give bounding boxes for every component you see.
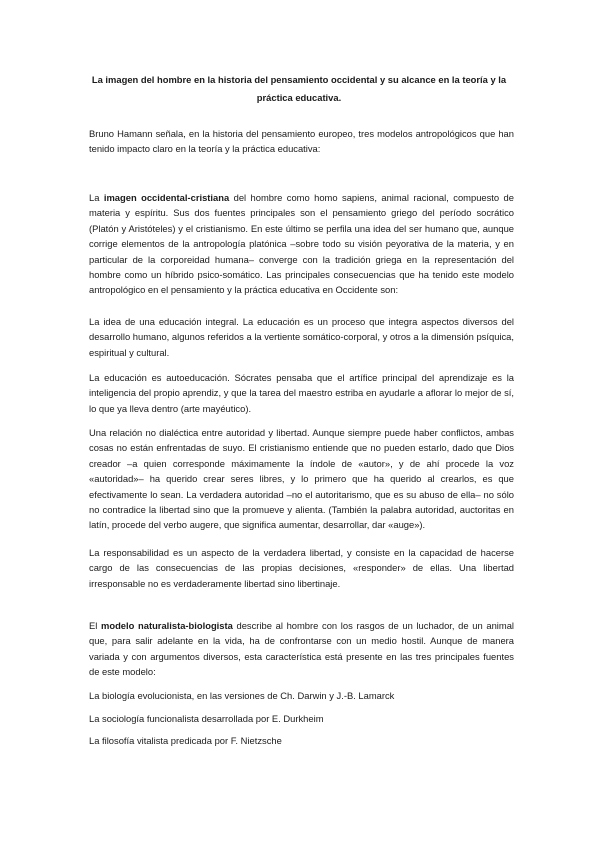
source-philosophy: La filosofía vitalista predicada por F. Nietzsche <box>89 735 282 746</box>
document-title: La imagen del hombre en la historia del pensamiento occidental y su alcance en la teoría y la práctica educativa. <box>91 74 507 103</box>
model1-lead: La <box>89 192 104 203</box>
source-biology: La biología evolucionista, en las versiones de Ch. Darwin y J.-B. Lamarck <box>89 690 395 701</box>
consequence-responsibility: La responsabilidad es un aspecto de la verdadera libertad, y consiste en la capacidad de hacerse cargo de las consecuencias de las propias decisiones, «responder» de ellas. Una libertad irresponsable no es verdaderamente libertad sino libertinaje. <box>89 547 514 589</box>
model2-text: describe al hombre con los rasgos de un luchador, de un animal que, para salir adelante en la vida, ha de confrontarse con un medio hostil. Aunque de manera variada y con argumentos diversos, esta característica está presente en las tres principales fuentes de este modelo: <box>89 620 514 678</box>
intro-paragraph: Bruno Hamann señala, en la historia del pensamiento europeo, tres modelos antropológicos que han tenido impacto claro en la teoría y la práctica educativa: <box>89 128 514 155</box>
model1-paragraph <box>89 190 514 298</box>
consequence-authority-freedom: Una relación no dialéctica entre autoridad y libertad. Aunque siempre puede haber conflictos, ambas cosas no están enfrentadas de suyo. El cristianismo entiende que no pueden estarlo, dado que Dios creador –a quien corresponde máximamente la índole de «autor», y de ahí procede la voz «autoridad»– ha querido crear seres libres, y lo primero que ha querido al crearlos, es que efectivamente lo sean. La verdadera autoridad –no el autoritarismo, que es su abuso de ella– no sólo no contradice la libertad sino que la promueve y alienta. (También la palabra autoridad, auctoritas en latín, procede del verbo augere, que significa aumentar, desarrollar, dar «auge»). <box>89 427 514 531</box>
model1-term: imagen occidental-cristiana <box>103 192 230 203</box>
consequence-integral: La idea de una educación integral. La educación es un proceso que integra aspectos diversos del desarrollo humano, algunos referidos a la vertiente somático-corporal, y otros a la dimensión psíquica, espiritual y cultural. <box>89 316 514 358</box>
model1-text: del hombre como homo sapiens, animal racional, compuesto de materia y espíritu. Sus dos fuentes principales son el pensamiento griego del período socrático (Platón y Aristóteles) y el cristianismo. En este último se perfila una idea del ser humano que, aunque corrige elementos de la antropología platónica –sobre todo su visión peyorativa de la materia, y en particular de la corporeidad humana– converge con la tradición griega en la representación del hombre como un híbrido psico-somático. Las principales consecuencias que ha tenido este modelo antropológico en el pensamiento y la práctica educativa en Occidente son: <box>89 192 514 296</box>
model2-lead: El <box>89 620 102 631</box>
model2-term: modelo naturalista-biologista <box>101 620 233 631</box>
model2-paragraph <box>89 618 514 680</box>
source-sociology: La sociología funcionalista desarrollada por E. Durkheim <box>89 713 324 724</box>
consequence-autoeducation: La educación es autoeducación. Sócrates pensaba que el artífice principal del aprendizaje es la inteligencia del propio aprendiz, y que la tarea del maestro estriba en ayudarle a aflorar lo mejor de sí, lo que ya lleva dentro (arte mayéutico). <box>89 372 514 414</box>
